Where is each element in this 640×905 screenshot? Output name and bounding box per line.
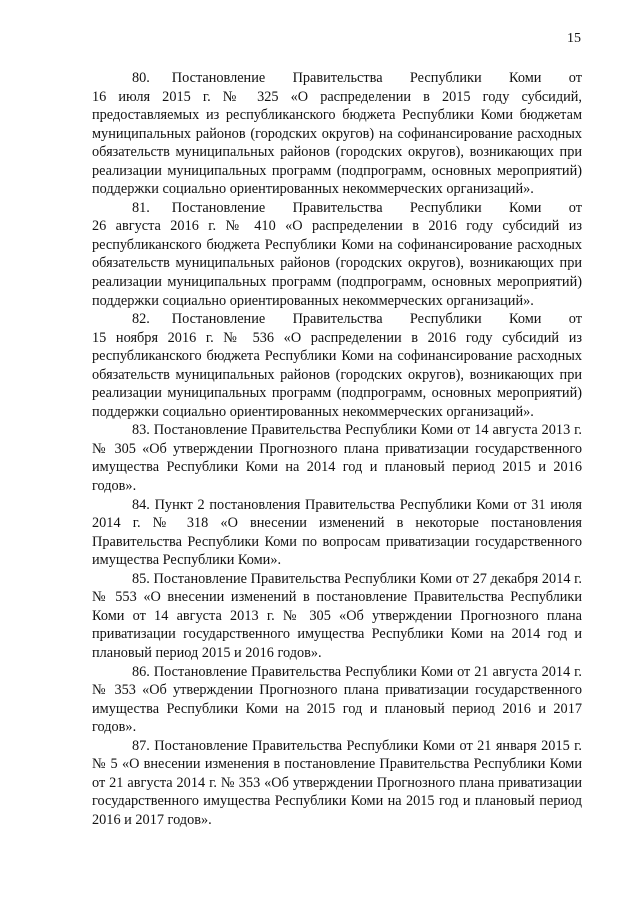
paragraph-83: 83. Постановление Правительства Республики Коми от 14 августа 2013 г. № 305 «Об утверждении Прогнозного плана приватизации государственного имущества Республики Коми на 2014 год и плановый период 2015 и 2016 годов».: [92, 422, 582, 495]
paragraph-82-first-line: 82. Постановление Правительства Республики Коми от: [132, 311, 582, 328]
paragraph-84: 84. Пункт 2 постановления Правительства Республики Коми от 31 июля 2014 г. № 318 «О внесении изменений в некоторые постановления Правительства Республики Коми по вопросам приватизации государственного имущества Республики Коми».: [92, 496, 582, 569]
paragraph-86: 86. Постановление Правительства Республики Коми от 21 августа 2014 г. № 353 «Об утверждении Прогнозного плана приватизации государственного имущества Республики Коми на 2015 год и плановый период 2016 и 2017 годов».: [92, 663, 582, 736]
paragraph-80-text: 16 июля 2015 г. № 325 «О распределении в 2015 году субсидий, предоставляемых из республиканского бюджета Республики Коми бюджетам муниципальных районов (городских округов) на софинансирование расходных обязательств муниципальных районов (городских округов), возникающих при реализации муниципальных программ (подпрограмм, основных мероприятий) поддержки социально ориентированных некоммерческих организаций».: [92, 88, 582, 198]
paragraph-85: 85. Постановление Правительства Республики Коми от 27 декабря 2014 г. № 553 «О внесении изменений в постановление Правительства Республики Коми от 14 августа 2013 г. № 305 «Об утверждении Прогнозного плана приватизации государственного имущества Республики Коми на 2014 год и плановый период 2015 и 2016 годов».: [92, 570, 582, 661]
paragraph-80: [92, 69, 582, 199]
paragraph-87: 87. Постановление Правительства Республики Коми от 21 января 2015 г. № 5 «О внесении изменения в постановление Правительства Республики Коми от 21 августа 2014 г. № 353 «Об утверждении Прогнозного плана приватизации государственного имущества Республики Коми на 2015 год и плановый период 2016 и 2017 годов».: [92, 737, 582, 828]
paragraph-80-first-line: 80. Постановление Правительства Республики Коми от: [132, 70, 582, 86]
paragraph-81-first-line: 81. Постановление Правительства Республики Коми от: [132, 199, 582, 216]
paragraph-81-text: 26 августа 2016 г. № 410 «О распределении в 2016 году субсидий из республиканского бюджета Республики Коми на софинансирование расходных обязательств муниципальных районов (городских округов), возникающих при реализации муниципальных программ (подпрограмм, основных мероприятий) поддержки социально ориентированных некоммерческих организаций».: [92, 218, 582, 309]
page-number: 15: [567, 31, 581, 46]
document-body: [92, 69, 582, 829]
paragraph-82-text: 15 ноября 2016 г. № 536 «О распределении в 2016 году субсидий из республиканского бюджета Республики Коми на софинансирование расходных обязательств муниципальных районов (городских округов), возникающих при реализации муниципальных программ (подпрограмм, основных мероприятий) поддержки социально ориентированных некоммерческих организаций».: [92, 329, 582, 420]
paragraph-81: [92, 199, 582, 310]
paragraph-82: [92, 310, 582, 421]
